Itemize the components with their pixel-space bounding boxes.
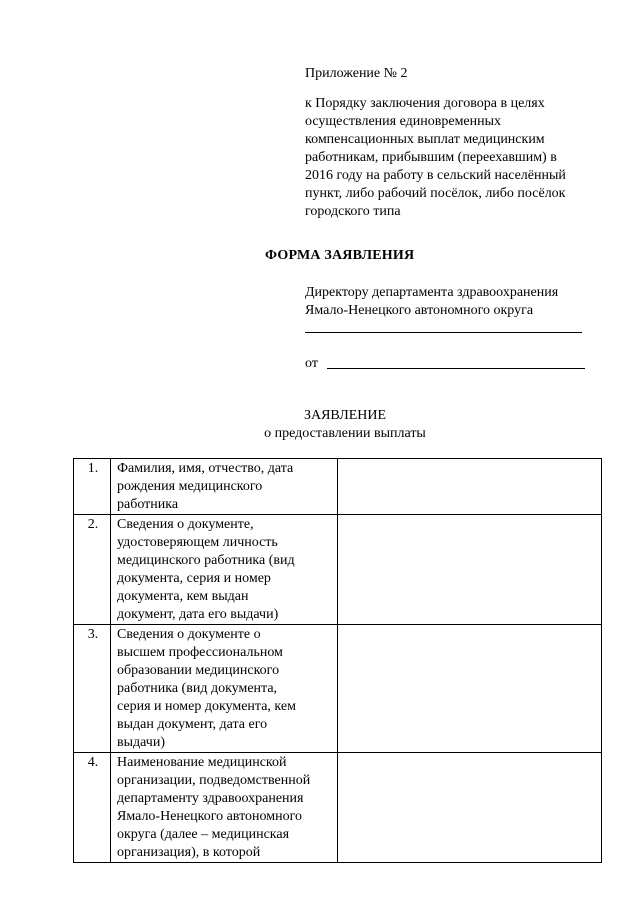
row-label-line: удостоверяющем личность xyxy=(117,535,278,550)
row-label-line: Сведения о документе, xyxy=(117,517,254,532)
appendix-line: к Порядку заключения договора в целях xyxy=(305,96,545,111)
row-label-line: работника xyxy=(117,497,179,512)
form-title: ФОРМА ЗАЯВЛЕНИЯ xyxy=(265,248,415,263)
table-row xyxy=(74,625,602,753)
row-label-line: департаменту здравоохранения xyxy=(117,791,304,806)
appendix-block xyxy=(305,65,605,221)
statement-title: ЗАЯВЛЕНИЕ xyxy=(303,408,387,423)
appendix-line: осуществления единовременных xyxy=(305,114,502,129)
row-label-line: Ямало-Ненецкого автономного xyxy=(117,809,302,824)
table-row xyxy=(74,515,602,625)
row-label-line: организация), в которой xyxy=(117,845,261,860)
appendix-line: работникам, прибывшим (переехавшим) в xyxy=(305,150,557,165)
recipient-block xyxy=(305,284,595,320)
recipient-line: Директору департамента здравоохранения xyxy=(305,285,559,300)
application-table xyxy=(73,458,602,863)
row-label-line: выдачи) xyxy=(117,735,165,750)
row-label-line: округа (далее – медицинская xyxy=(117,827,290,842)
row-value-cell[interactable] xyxy=(338,625,602,753)
row-number: 2. xyxy=(74,515,111,625)
recipient-name-blank-line[interactable] xyxy=(305,332,582,333)
row-label-line: серия и номер документа, кем xyxy=(117,699,296,714)
row-label-line: документ, дата его выдачи) xyxy=(117,607,279,622)
row-number: 1. xyxy=(74,459,111,515)
row-label-line: Фамилия, имя, отчество, дата xyxy=(117,461,294,476)
row-label-line: Сведения о документе о xyxy=(117,627,261,642)
row-value-cell[interactable] xyxy=(338,459,602,515)
appendix-line: компенсационных выплат медицинским xyxy=(305,132,545,147)
row-number: 4. xyxy=(74,753,111,863)
appendix-line: городского типа xyxy=(305,204,401,219)
table-row xyxy=(74,459,602,515)
row-label-line: высшем профессиональном xyxy=(117,645,283,660)
row-label-line: рождения медицинского xyxy=(117,479,263,494)
row-label-line: организации, подведомственной xyxy=(117,773,311,788)
recipient-line: Ямало-Ненецкого автономного округа xyxy=(305,303,534,318)
row-label-line: документа, кем выдан xyxy=(117,589,249,604)
row-value-cell[interactable] xyxy=(338,753,602,863)
row-label xyxy=(111,515,338,625)
table-row xyxy=(74,753,602,863)
appendix-line: 2016 году на работу в сельский населённый xyxy=(305,168,566,183)
appendix-line: пункт, либо рабочий посёлок, либо посёлок xyxy=(305,186,566,201)
statement-subtitle: о предоставлении выплаты xyxy=(264,426,426,441)
row-label xyxy=(111,625,338,753)
row-value-cell[interactable] xyxy=(338,515,602,625)
row-label-line: медицинского работника (вид xyxy=(117,553,295,568)
from-label: от xyxy=(305,356,318,371)
row-label-line: Наименование медицинской xyxy=(117,755,287,770)
row-label xyxy=(111,753,338,863)
from-blank-line[interactable] xyxy=(327,368,585,369)
appendix-number: Приложение № 2 xyxy=(305,66,408,81)
row-label xyxy=(111,459,338,515)
row-label-line: выдан документ, дата его xyxy=(117,717,268,732)
row-label-line: документа, серия и номер xyxy=(117,571,271,586)
row-label-line: образовании медицинского xyxy=(117,663,280,678)
row-label-line: работника (вид документа, xyxy=(117,681,278,696)
row-number: 3. xyxy=(74,625,111,753)
